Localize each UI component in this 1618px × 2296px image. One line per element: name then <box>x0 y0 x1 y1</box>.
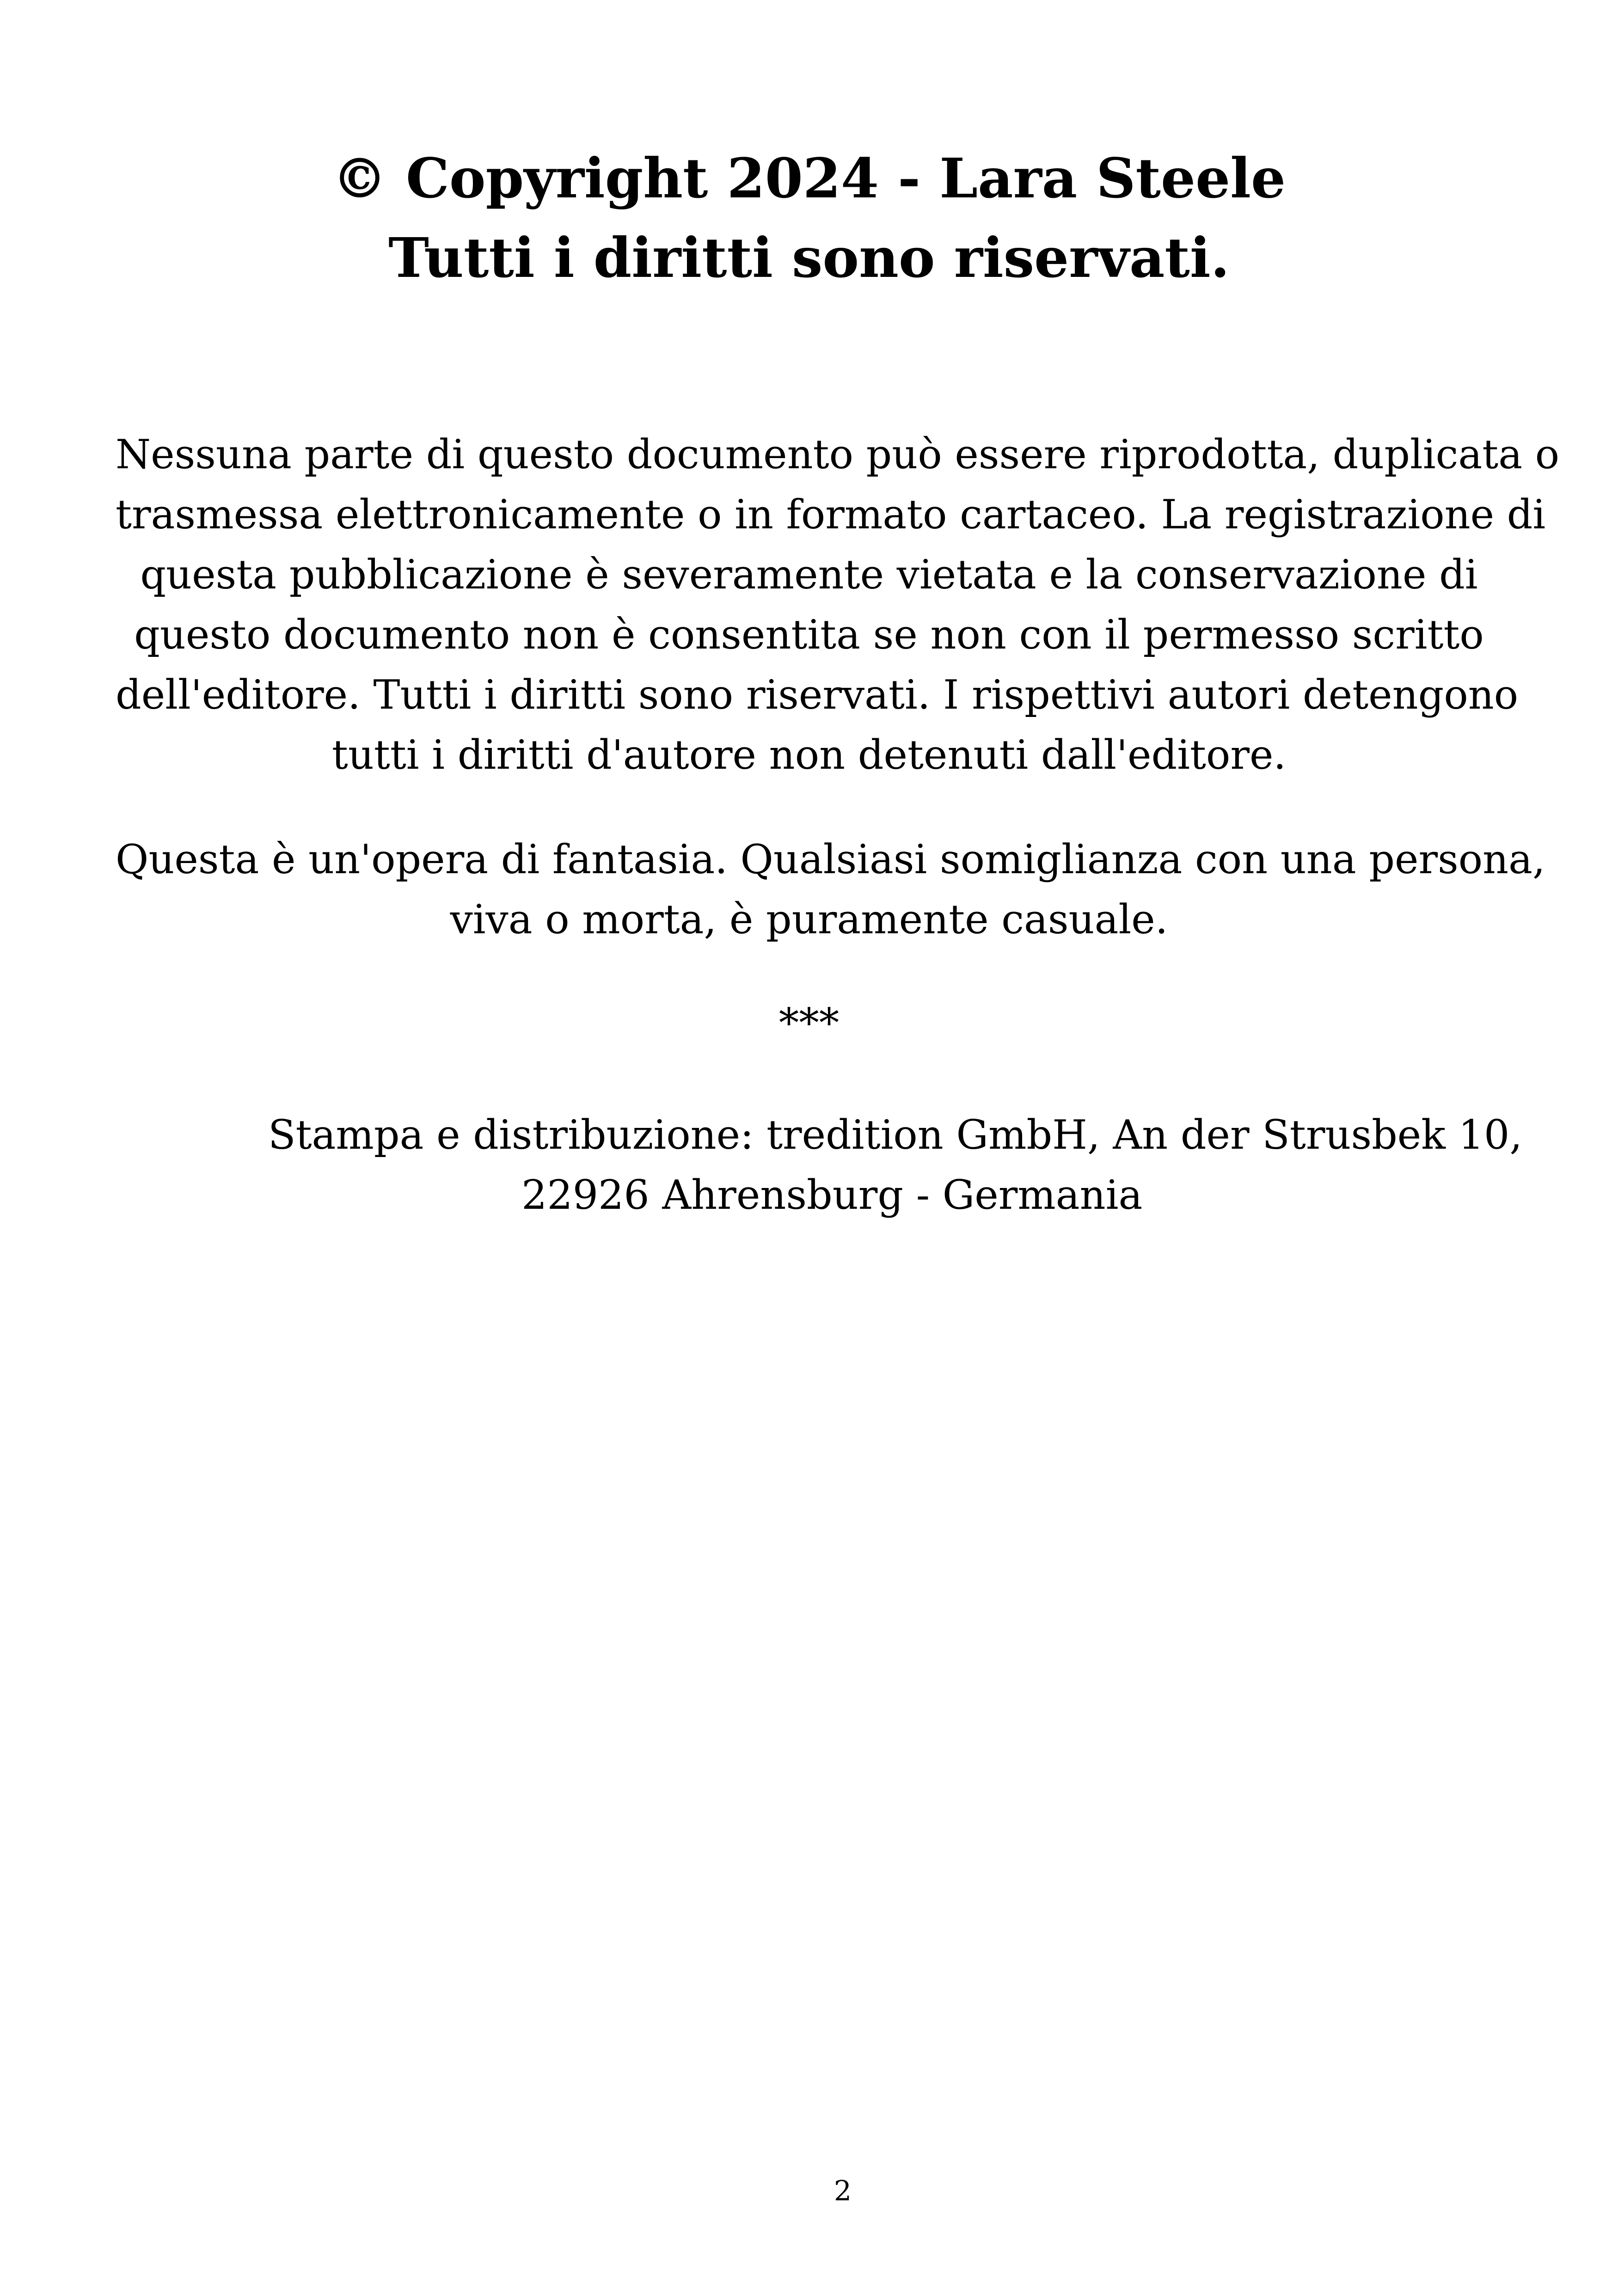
fiction-disclaimer-paragraph <box>116 829 1545 949</box>
reproduction-notice-paragraph <box>116 424 1560 785</box>
paragraph-line: questo documento non è consentita se non con il permesso scritto <box>134 611 1484 658</box>
paragraph-line: Questa è un'opera di fantasia. Qualsiasi somiglianza con una persona, <box>116 836 1545 883</box>
title-line-copyright: © Copyright 2024 - Lara Steele <box>332 146 1286 210</box>
section-separator: *** <box>778 999 840 1047</box>
paragraph-line: dell'editore. Tutti i diritti sono riservati. I rispettivi autori detengono <box>116 671 1519 718</box>
title-line-rights: Tutti i diritti sono riservati. <box>388 226 1230 290</box>
address-line-city: 22926 Ahrensburg - Germania <box>521 1171 1143 1218</box>
paragraph-line: viva o morta, è puramente casuale. <box>450 896 1168 943</box>
paragraph-line: questa pubblicazione è severamente vietata e la conservazione di <box>140 551 1478 598</box>
paragraph-line: trasmessa elettronicamente o in formato cartaceo. La registrazione di <box>116 491 1546 538</box>
address-line-distributor: Stampa e distribuzione: tredition GmbH, An der Strusbek 10, <box>268 1111 1523 1158</box>
copyright-title <box>0 139 1618 298</box>
paragraph-line: Nessuna parte di questo documento può essere riprodotta, duplicata o <box>116 431 1560 478</box>
paragraph-line: tutti i diritti d'autore non detenuti dall'editore. <box>331 731 1287 778</box>
page-number: 2 <box>834 2175 852 2207</box>
